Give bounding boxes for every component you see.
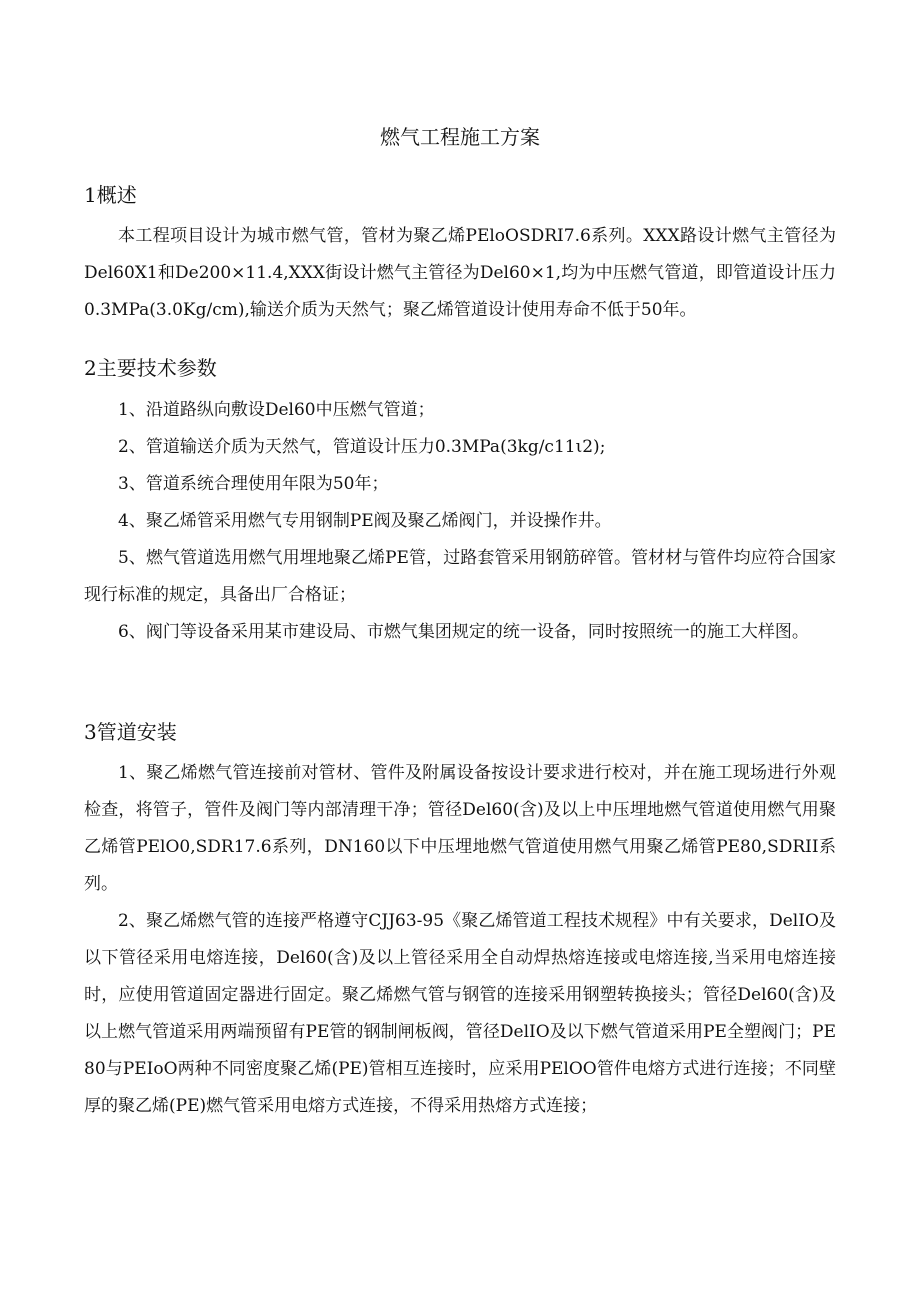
param-item-3: 3、管道系统合理使用年限为50年； xyxy=(118,474,389,494)
installation-paragraph-2: 2、聚乙烯燃气管的连接严格遵守CJJ63-95《聚乙烯管道工程技术规程》中有关要求，DelIO及以下管径采用电熔连接，Del60(含)及以上管径采用全自动焊热熔连接或电熔连接,当采用电熔连接时，应使用管道固定器进行固定。聚乙烯燃气管与钢管的连接采用钢塑转换接头；管径Del60(含)及以上燃气管道采用两端预留有PE管的钢制闸板阀，管径DelIO及以下燃气管道采用PE全塑阀门；PE80与PEIoO两种不同密度聚乙烯(PE)管相互连接时，应采用PElOO管件电熔方式进行连接；不同壁厚的聚乙烯(PE)燃气管采用电熔方式连接，不得采用热熔方式连接； xyxy=(84,911,836,1116)
section-heading-overview: 1概述 xyxy=(84,183,137,207)
page-title: 燃气工程施工方案 xyxy=(380,125,540,149)
param-item-1: 1、沿道路纵向敷设Del60中压燃气管道； xyxy=(118,400,435,420)
param-item-5: 5、燃气管道选用燃气用埋地聚乙烯PE管，过路套管采用钢筋碎管。管材材与管件均应符合国家现行标准的规定，具备出厂合格证； xyxy=(84,548,836,605)
param-item-6: 6、阀门等设备采用某市建设局、市燃气集团规定的统一设备，同时按照统一的施工大样图。 xyxy=(118,622,809,642)
param-item-4: 4、聚乙烯管采用燃气专用钢制PE阀及聚乙烯阀门，并设操作井。 xyxy=(118,511,612,531)
installation-paragraph-1: 1、聚乙烯燃气管连接前对管材、管件及附属设备按设计要求进行校对，并在施工现场进行外观检查，将管子，管件及阀门等内部清理干净；管径Del60(含)及以上中压埋地燃气管道使用燃气用聚乙烯管PElO0,SDR17.6系列，DN160以下中压埋地燃气管道使用燃气用聚乙烯管PE80,SDRII系列。 xyxy=(84,763,836,894)
section-heading-technical-params: 2主要技术参数 xyxy=(84,356,217,380)
overview-paragraph: 本工程项目设计为城市燃气管，管材为聚乙烯PEloOSDRI7.6系列。XXX路设计燃气主管径为Del60X1和De200×11.4,XXX街设计燃气主管径为Del60×1,均为中压燃气管道，即管道设计压力0.3MPa(3.0Kg∕cm),输送介质为天然气；聚乙烯管道设计使用寿命不低于50年。 xyxy=(84,226,836,320)
section-heading-pipe-installation: 3管道安装 xyxy=(84,720,177,744)
param-item-2: 2、管道输送介质为天然气，管道设计压力0.3MPa(3kg∕c11ι2); xyxy=(118,437,606,457)
